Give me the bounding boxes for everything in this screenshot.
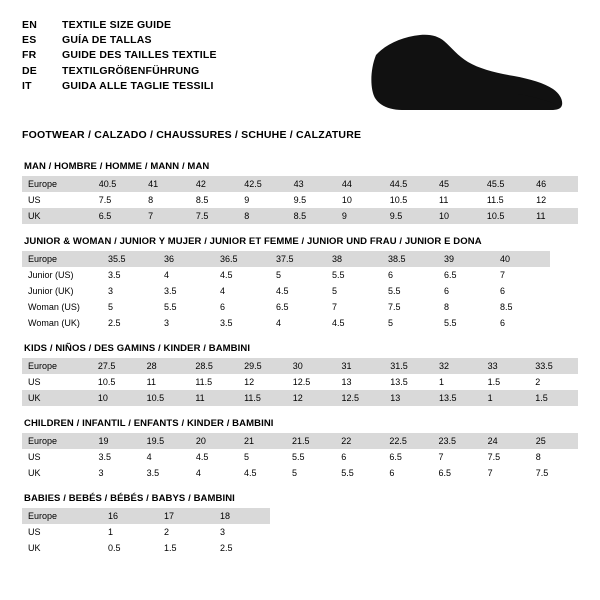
size-cell: 3.5 [141, 465, 190, 481]
size-cell: 6 [214, 299, 270, 315]
size-cell: 9 [336, 208, 384, 224]
size-cell: 45.5 [481, 176, 530, 192]
table-row [22, 283, 550, 299]
size-cell: 8.5 [288, 208, 336, 224]
size-cell: 1 [482, 390, 530, 406]
row-label: Woman (US) [22, 299, 102, 315]
size-cell: 37.5 [270, 251, 326, 267]
size-cell: 6.5 [93, 208, 142, 224]
size-cell: 11 [141, 374, 190, 390]
size-cell: 22.5 [383, 433, 432, 449]
size-cell: 21 [238, 433, 286, 449]
size-cell: 10 [336, 192, 384, 208]
size-cell: 29.5 [238, 358, 287, 374]
size-cell: 7 [494, 267, 550, 283]
size-cell: 3 [102, 283, 158, 299]
size-cell: 12 [238, 374, 287, 390]
language-title: GUÍA DE TALLAS [62, 34, 152, 47]
size-cell: 38 [326, 251, 382, 267]
size-cell: 44 [336, 176, 384, 192]
size-cell: 8.5 [190, 192, 238, 208]
size-section-title: KIDS / NIÑOS / DES GAMINS / KINDER / BAMBINI [24, 343, 251, 354]
size-cell: 4.5 [270, 283, 326, 299]
size-cell: 5.5 [286, 449, 335, 465]
language-code: EN [22, 19, 37, 31]
size-cell: 17 [158, 508, 214, 524]
size-cell: 11.5 [238, 390, 287, 406]
size-cell: 7.5 [482, 449, 530, 465]
size-cell: 13.5 [384, 374, 433, 390]
size-cell: 3.5 [93, 449, 141, 465]
table-row [22, 390, 578, 406]
size-cell: 13.5 [433, 390, 482, 406]
size-cell: 46 [530, 176, 578, 192]
category-line: FOOTWEAR / CALZADO / CHAUSSURES / SCHUHE / CALZATURE [22, 129, 362, 141]
size-cell: 35.5 [102, 251, 158, 267]
size-cell: 6 [438, 283, 494, 299]
size-cell: 9.5 [384, 208, 433, 224]
size-cell: 39 [438, 251, 494, 267]
size-cell: 41 [142, 176, 190, 192]
size-cell: 12.5 [336, 390, 385, 406]
size-cell: 12.5 [287, 374, 336, 390]
table-row [22, 208, 578, 224]
size-cell: 7.5 [382, 299, 438, 315]
size-cell: 44.5 [384, 176, 433, 192]
size-cell: 4.5 [214, 267, 270, 283]
language-title-list [22, 18, 217, 94]
size-cell: 43 [288, 176, 336, 192]
table-row [22, 465, 578, 481]
size-cell: 5 [286, 465, 335, 481]
size-cell: 5 [102, 299, 158, 315]
language-row [22, 79, 217, 94]
row-label: Europe [22, 176, 93, 192]
language-code: FR [22, 49, 37, 62]
size-cell: 6.5 [383, 449, 432, 465]
size-cell: 3 [93, 465, 141, 481]
size-cell: 7.5 [190, 208, 238, 224]
size-cell: 10.5 [92, 374, 141, 390]
size-cell: 5.5 [158, 299, 214, 315]
size-cell: 16 [102, 508, 158, 524]
size-cell: 25 [530, 433, 578, 449]
language-row [22, 33, 217, 48]
language-title: GUIDA ALLE TAGLIE TESSILI [62, 79, 214, 92]
section-spacer [22, 481, 578, 493]
size-cell: 8 [530, 449, 578, 465]
language-title: TEXTILE SIZE GUIDE [62, 19, 172, 31]
size-cell: 6 [383, 465, 432, 481]
row-label: Europe [22, 251, 102, 267]
size-cell: 22 [335, 433, 383, 449]
size-cell: 33 [482, 358, 530, 374]
table-row [22, 433, 578, 449]
size-cell: 11.5 [481, 192, 530, 208]
size-cell: 2.5 [214, 540, 270, 556]
size-cell: 10 [433, 208, 481, 224]
table-row [22, 299, 550, 315]
size-cell: 4 [158, 267, 214, 283]
size-cell: 6 [494, 315, 550, 331]
size-cell: 2 [529, 374, 578, 390]
size-table [22, 433, 578, 481]
size-cell: 20 [190, 433, 238, 449]
size-cell: 7 [433, 449, 482, 465]
size-cell: 36 [158, 251, 214, 267]
size-cell: 32 [433, 358, 482, 374]
size-cell: 5.5 [438, 315, 494, 331]
size-cell: 7.5 [530, 465, 578, 481]
size-cell: 3 [214, 524, 270, 540]
section-spacer [22, 331, 578, 343]
size-table [22, 358, 578, 406]
size-cell: 24 [482, 433, 530, 449]
section-spacer [22, 224, 578, 236]
table-row [22, 358, 578, 374]
language-code: IT [22, 79, 32, 92]
size-cell: 6 [335, 449, 383, 465]
size-cell: 4 [190, 465, 238, 481]
row-label: Junior (UK) [22, 283, 102, 299]
size-cell: 12 [287, 390, 336, 406]
language-code: DE [22, 64, 37, 77]
size-cell: 10.5 [384, 192, 433, 208]
size-section [22, 236, 578, 331]
size-section [22, 343, 578, 406]
size-cell: 19 [93, 433, 141, 449]
size-cell: 9 [238, 192, 287, 208]
table-row [22, 315, 550, 331]
size-cell: 11 [433, 192, 481, 208]
size-cell: 5 [238, 449, 286, 465]
row-label: US [22, 192, 93, 208]
size-cell: 11 [530, 208, 578, 224]
size-cell: 12 [530, 192, 578, 208]
size-cell: 33.5 [529, 358, 578, 374]
size-cell: 6.5 [433, 465, 482, 481]
row-label: Europe [22, 508, 102, 524]
table-row [22, 192, 578, 208]
size-cell: 21.5 [286, 433, 335, 449]
size-section [22, 418, 578, 481]
table-row [22, 508, 270, 524]
language-row [22, 18, 217, 33]
row-label: UK [22, 540, 102, 556]
size-cell: 4.5 [190, 449, 238, 465]
size-cell: 5.5 [382, 283, 438, 299]
size-cell: 3.5 [158, 283, 214, 299]
size-cell: 9.5 [288, 192, 336, 208]
size-tables-container [22, 161, 578, 564]
row-label: UK [22, 465, 93, 481]
size-cell: 6 [382, 267, 438, 283]
row-label: Europe [22, 433, 93, 449]
language-code: ES [22, 34, 37, 47]
row-label: US [22, 524, 102, 540]
size-cell: 7.5 [93, 192, 142, 208]
size-cell: 18 [214, 508, 270, 524]
size-cell: 28 [141, 358, 190, 374]
size-cell: 6.5 [438, 267, 494, 283]
size-cell: 40.5 [93, 176, 142, 192]
size-cell: 1 [102, 524, 158, 540]
size-cell: 28.5 [189, 358, 238, 374]
size-cell: 42.5 [238, 176, 287, 192]
size-cell: 10 [92, 390, 141, 406]
size-cell: 6 [494, 283, 550, 299]
row-label: Europe [22, 358, 92, 374]
size-table [22, 508, 270, 556]
language-title: GUIDE DES TAILLES TEXTILE [62, 49, 217, 62]
table-row [22, 449, 578, 465]
language-row [22, 64, 217, 79]
row-label: US [22, 449, 93, 465]
size-cell: 2.5 [102, 315, 158, 331]
size-cell: 0.5 [102, 540, 158, 556]
size-cell: 1.5 [529, 390, 578, 406]
size-cell: 5.5 [335, 465, 383, 481]
size-cell: 8 [142, 192, 190, 208]
size-cell: 4 [270, 315, 326, 331]
dress-shoe-silhouette-icon [368, 32, 568, 112]
size-cell: 5.5 [326, 267, 382, 283]
size-cell: 7 [482, 465, 530, 481]
size-cell: 45 [433, 176, 481, 192]
size-cell: 5 [270, 267, 326, 283]
size-section-title: CHILDREN / INFANTIL / ENFANTS / KINDER / BAMBINI [24, 418, 274, 429]
size-cell: 30 [287, 358, 336, 374]
size-cell: 31 [336, 358, 385, 374]
size-cell: 1.5 [482, 374, 530, 390]
size-cell: 11 [189, 390, 238, 406]
size-cell: 11.5 [189, 374, 238, 390]
table-row [22, 524, 270, 540]
size-cell: 6.5 [270, 299, 326, 315]
language-title: TEXTILGRÖßENFÜHRUNG [62, 64, 200, 77]
size-cell: 7 [326, 299, 382, 315]
row-label: Woman (UK) [22, 315, 102, 331]
size-cell: 1 [433, 374, 482, 390]
size-cell: 4.5 [238, 465, 286, 481]
row-label: Junior (US) [22, 267, 102, 283]
size-section-title: MAN / HOMBRE / HOMME / MANN / MAN [24, 161, 210, 172]
table-row [22, 176, 578, 192]
row-label: UK [22, 390, 92, 406]
size-cell: 8 [238, 208, 287, 224]
document-header [22, 18, 578, 112]
row-label: US [22, 374, 92, 390]
size-cell: 27.5 [92, 358, 141, 374]
size-cell: 8.5 [494, 299, 550, 315]
section-spacer [22, 556, 578, 564]
size-cell: 13 [336, 374, 385, 390]
size-cell: 8 [438, 299, 494, 315]
size-cell: 4 [214, 283, 270, 299]
size-cell: 5 [326, 283, 382, 299]
size-section-title: BABIES / BEBÉS / BÉBÉS / BABYS / BAMBINI [24, 493, 235, 504]
size-cell: 10.5 [481, 208, 530, 224]
size-cell: 1.5 [158, 540, 214, 556]
size-cell: 5 [382, 315, 438, 331]
size-cell: 40 [494, 251, 550, 267]
size-cell: 13 [384, 390, 433, 406]
size-section [22, 493, 578, 556]
size-cell: 23.5 [433, 433, 482, 449]
size-cell: 31.5 [384, 358, 433, 374]
row-label: UK [22, 208, 93, 224]
size-cell: 4 [141, 449, 190, 465]
size-cell: 19.5 [141, 433, 190, 449]
size-cell: 36.5 [214, 251, 270, 267]
size-cell: 2 [158, 524, 214, 540]
size-table [22, 176, 578, 224]
size-cell: 4.5 [326, 315, 382, 331]
table-row [22, 267, 550, 283]
size-section-title: JUNIOR & WOMAN / JUNIOR Y MUJER / JUNIOR ET FEMME / JUNIOR UND FRAU / JUNIOR E DONA [24, 236, 482, 247]
size-section [22, 161, 578, 224]
language-row [22, 48, 217, 63]
table-row [22, 540, 270, 556]
size-cell: 42 [190, 176, 238, 192]
size-cell: 38.5 [382, 251, 438, 267]
table-row [22, 251, 550, 267]
table-row [22, 374, 578, 390]
section-spacer [22, 406, 578, 418]
size-cell: 3.5 [214, 315, 270, 331]
size-cell: 3.5 [102, 267, 158, 283]
size-cell: 7 [142, 208, 190, 224]
size-table [22, 251, 550, 331]
size-cell: 3 [158, 315, 214, 331]
size-cell: 10.5 [141, 390, 190, 406]
